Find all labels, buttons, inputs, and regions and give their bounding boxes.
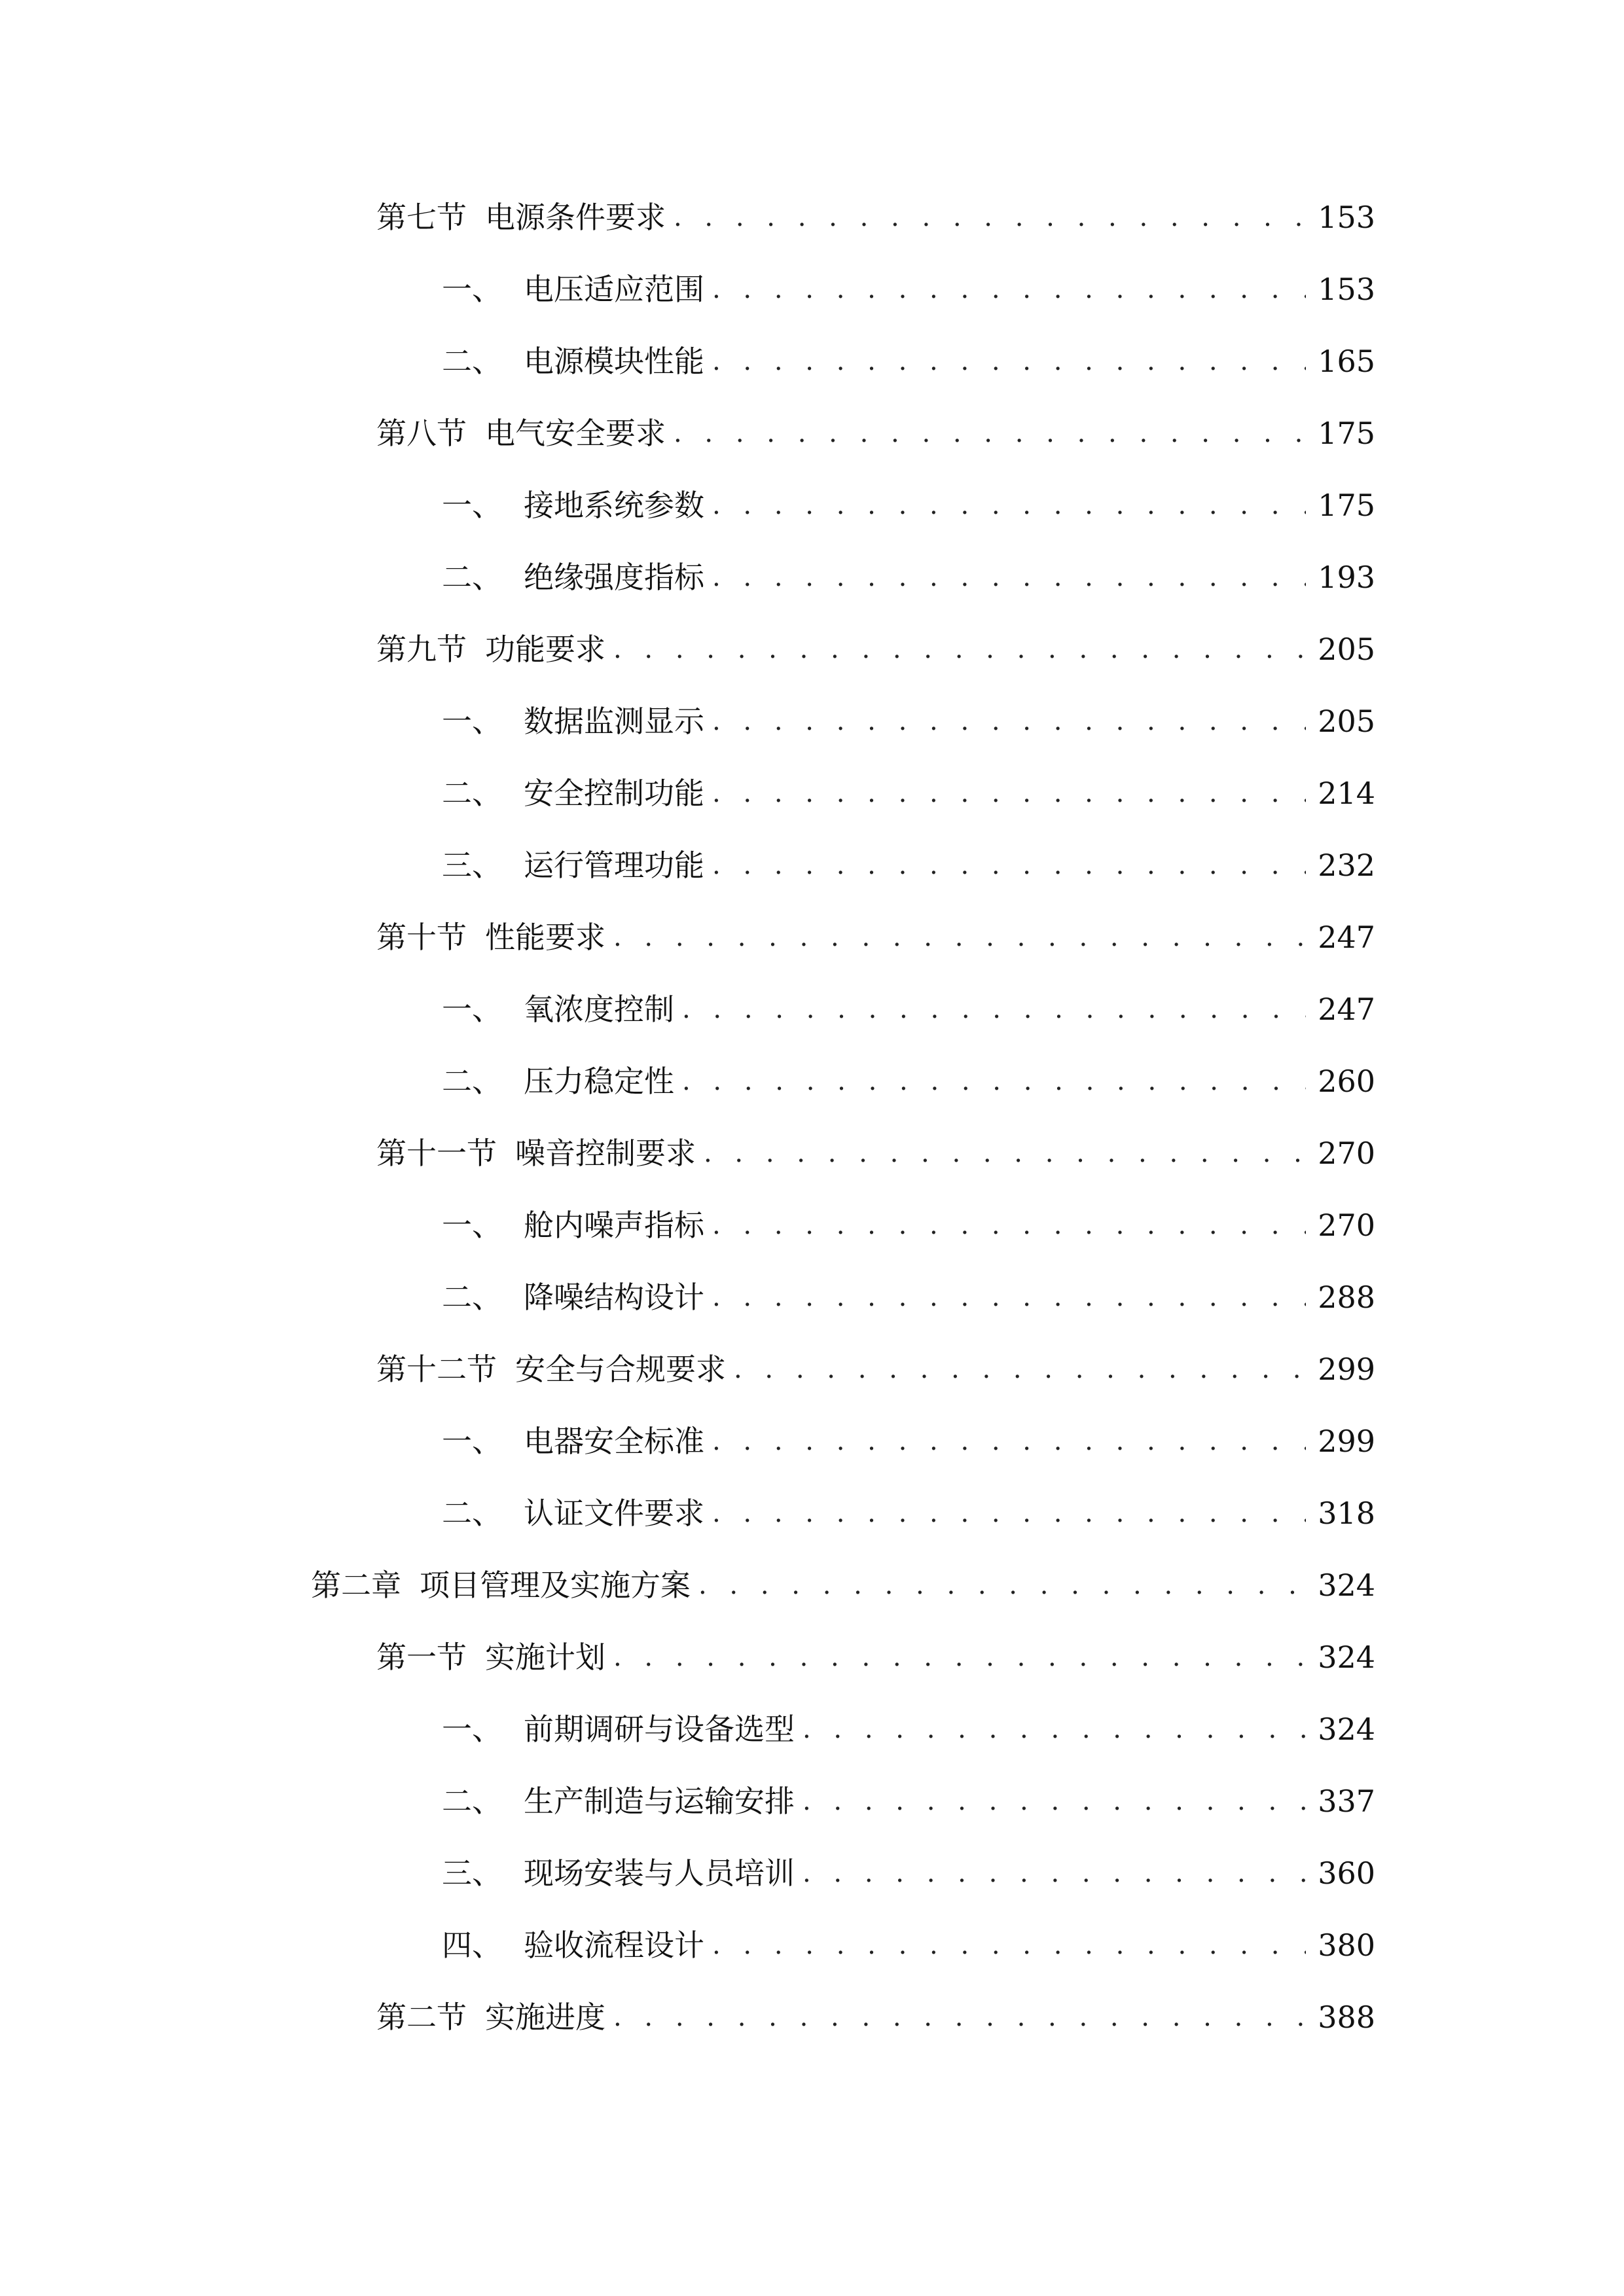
toc-entry[interactable] [442, 983, 1375, 1035]
dot-leader [682, 1055, 1306, 1107]
dot-leader [712, 1271, 1306, 1323]
toc-entry[interactable] [376, 1991, 1375, 2043]
dot-leader [712, 479, 1306, 531]
toc-entry-label [442, 1055, 674, 1107]
toc-entry-title: 电器安全标准 [524, 1424, 704, 1459]
dot-leader [712, 1415, 1306, 1467]
toc-entry-title: 电气安全要求 [485, 416, 666, 451]
dot-leader [674, 191, 1306, 243]
dot-leader [712, 695, 1306, 747]
toc-entry-title: 实施进度 [485, 2000, 605, 2035]
toc-entry[interactable] [442, 1415, 1375, 1467]
toc-entry-number: 第九节 [376, 632, 467, 667]
toc-entry-title: 项目管理及实施方案 [420, 1568, 691, 1603]
toc-entry[interactable] [376, 1631, 1375, 1683]
toc-entry-page: 260 [1318, 1064, 1375, 1099]
toc-entry-title: 氧浓度控制 [524, 992, 674, 1027]
toc-entry-page: 247 [1318, 920, 1375, 955]
toc-entry-page: 270 [1318, 1136, 1375, 1171]
toc-entry[interactable] [376, 911, 1375, 963]
toc-entry[interactable] [442, 767, 1375, 819]
toc-entry-title: 安全控制功能 [524, 776, 704, 811]
toc-entry[interactable] [442, 335, 1375, 387]
toc-entry-number: 第十二节 [376, 1352, 497, 1387]
toc-entry-title: 前期调研与设备选型 [524, 1712, 795, 1747]
dot-leader [712, 335, 1306, 387]
toc-entry-number: 第二章 [311, 1568, 401, 1603]
toc-entry-title: 电源模块性能 [524, 344, 704, 379]
toc-entry-label [376, 623, 605, 675]
dot-leader [613, 623, 1306, 675]
toc-entry[interactable] [442, 479, 1375, 531]
toc-entry-number: 第七节 [376, 200, 467, 235]
toc-entry-number: 一、 [442, 1424, 502, 1459]
toc-entry-title: 噪音控制要求 [515, 1136, 696, 1171]
toc-entry-title: 功能要求 [485, 632, 605, 667]
toc-entry[interactable] [442, 1055, 1375, 1107]
toc-entry[interactable] [442, 551, 1375, 603]
toc-entry-title: 认证文件要求 [524, 1496, 704, 1531]
dot-leader [712, 767, 1306, 819]
dot-leader [712, 1199, 1306, 1251]
toc-entry[interactable] [376, 191, 1375, 243]
toc-entry-title: 电源条件要求 [485, 200, 666, 235]
toc-entry-page: 360 [1318, 1856, 1375, 1891]
dot-leader [712, 839, 1306, 891]
toc-entry-number: 一、 [442, 488, 502, 523]
toc-entry-page: 165 [1318, 344, 1375, 379]
toc-entry-label [442, 1415, 704, 1467]
toc-entry-label [376, 1631, 605, 1683]
toc-entry-number: 一、 [442, 704, 502, 739]
toc-entry-title: 运行管理功能 [524, 848, 704, 883]
toc-entry-title: 性能要求 [485, 920, 605, 955]
toc-entry-label [376, 1343, 726, 1395]
toc-entry-label [442, 551, 704, 603]
toc-entry-page: 380 [1318, 1928, 1375, 1963]
toc-entry-label [442, 1271, 704, 1323]
toc-entry[interactable] [442, 1919, 1375, 1971]
toc-entry-number: 一、 [442, 1712, 502, 1747]
toc-entry[interactable] [376, 623, 1375, 675]
toc-entry-number: 二、 [442, 1784, 502, 1819]
dot-leader [712, 1919, 1306, 1971]
toc-entry-label [376, 191, 666, 243]
toc-entry-label [442, 1919, 704, 1971]
toc-entry-number: 一、 [442, 992, 502, 1027]
dot-leader [613, 1631, 1306, 1683]
dot-leader [704, 1127, 1306, 1179]
toc-entry-page: 153 [1318, 272, 1375, 307]
toc-entry-title: 数据监测显示 [524, 704, 704, 739]
toc-entry-title: 压力稳定性 [524, 1064, 674, 1099]
dot-leader [712, 263, 1306, 315]
toc-entry-number: 二、 [442, 560, 502, 595]
toc-entry-page: 288 [1318, 1280, 1375, 1315]
toc-entry[interactable] [442, 695, 1375, 747]
toc-entry-page: 270 [1318, 1208, 1375, 1243]
toc-entry-label [442, 1703, 795, 1755]
dot-leader [712, 551, 1306, 603]
toc-entry-number: 二、 [442, 1064, 502, 1099]
toc-entry-label [376, 1991, 605, 2043]
toc-entry-number: 三、 [442, 848, 502, 883]
toc-entry[interactable] [442, 1487, 1375, 1539]
toc-entry[interactable] [376, 407, 1375, 459]
dot-leader [682, 983, 1306, 1035]
toc-entry[interactable] [376, 1127, 1375, 1179]
toc-entry-page: 299 [1318, 1352, 1375, 1387]
dot-leader [698, 1559, 1306, 1611]
toc-entry[interactable] [442, 1775, 1375, 1827]
toc-entry-title: 绝缘强度指标 [524, 560, 704, 595]
toc-entry-page: 337 [1318, 1784, 1375, 1819]
toc-entry-number: 第八节 [376, 416, 467, 451]
dot-leader [674, 407, 1306, 459]
toc-entry-title: 舱内噪声指标 [524, 1208, 704, 1243]
toc-entry-page: 318 [1318, 1496, 1375, 1531]
toc-entry-page: 232 [1318, 848, 1375, 883]
toc-entry-page: 324 [1318, 1712, 1375, 1747]
dot-leader [803, 1703, 1306, 1755]
toc-entry-number: 二、 [442, 776, 502, 811]
toc-entry-page: 205 [1318, 704, 1375, 739]
toc-entry[interactable] [442, 1271, 1375, 1323]
toc-entry-page: 153 [1318, 200, 1375, 235]
toc-entry-label [442, 695, 704, 747]
toc-entry-label [442, 767, 704, 819]
toc-entry-label [442, 1199, 704, 1251]
toc-entry-page: 324 [1318, 1568, 1375, 1603]
toc-entry[interactable] [311, 1559, 1375, 1611]
toc-entry-label [442, 983, 674, 1035]
toc-entry-number: 一、 [442, 272, 502, 307]
toc-entry-label [311, 1559, 691, 1611]
toc-entry-label [442, 1847, 795, 1899]
dot-leader [613, 911, 1306, 963]
toc-entry-number: 第一节 [376, 1640, 467, 1675]
toc-entry-title: 验收流程设计 [524, 1928, 704, 1963]
toc-entry-title: 实施计划 [485, 1640, 605, 1675]
toc-entry-label [442, 335, 704, 387]
dot-leader [803, 1847, 1306, 1899]
toc-entry-page: 247 [1318, 992, 1375, 1027]
toc-entry-number: 二、 [442, 344, 502, 379]
toc-entry[interactable] [442, 1199, 1375, 1251]
toc-entry-number: 一、 [442, 1208, 502, 1243]
dot-leader [613, 1991, 1306, 2043]
toc-entry-number: 二、 [442, 1280, 502, 1315]
toc-entry-label [376, 1127, 696, 1179]
toc-entry-title: 降噪结构设计 [524, 1280, 704, 1315]
toc-entry-page: 205 [1318, 632, 1375, 667]
toc-entry-number: 第二节 [376, 2000, 467, 2035]
toc-entry-page: 175 [1318, 488, 1375, 523]
toc-entry-title: 安全与合规要求 [515, 1352, 726, 1387]
toc-entry-page: 175 [1318, 416, 1375, 451]
dot-leader [803, 1775, 1306, 1827]
toc-entry-title: 现场安装与人员培训 [524, 1856, 795, 1891]
toc-entry-title: 生产制造与运输安排 [524, 1784, 795, 1819]
toc-entry-label [442, 1775, 795, 1827]
toc-entry-label [442, 839, 704, 891]
toc-entry-title: 接地系统参数 [524, 488, 704, 523]
toc-entry-number: 二、 [442, 1496, 502, 1531]
toc-entry-page: 388 [1318, 2000, 1375, 2035]
toc-entry-number: 四、 [442, 1928, 502, 1963]
toc-entry[interactable] [442, 1703, 1375, 1755]
toc-entry-page: 299 [1318, 1424, 1375, 1459]
toc-entry[interactable] [442, 263, 1375, 315]
dot-leader [712, 1487, 1306, 1539]
toc-entry[interactable] [442, 1847, 1375, 1899]
toc-entry-label [376, 407, 666, 459]
toc-entry[interactable] [376, 1343, 1375, 1395]
toc-entry-page: 193 [1318, 560, 1375, 595]
toc-entry-label [442, 479, 704, 531]
toc-entry-title: 电压适应范围 [524, 272, 704, 307]
toc-entry-page: 214 [1318, 776, 1375, 811]
toc-entry-number: 三、 [442, 1856, 502, 1891]
toc-entry-label [442, 1487, 704, 1539]
dot-leader [734, 1343, 1306, 1395]
toc-entry-label [376, 911, 605, 963]
toc-entry-label [442, 263, 704, 315]
toc-entry-number: 第十节 [376, 920, 467, 955]
toc-entry-number: 第十一节 [376, 1136, 497, 1171]
toc-entry[interactable] [442, 839, 1375, 891]
toc-entry-page: 324 [1318, 1640, 1375, 1675]
